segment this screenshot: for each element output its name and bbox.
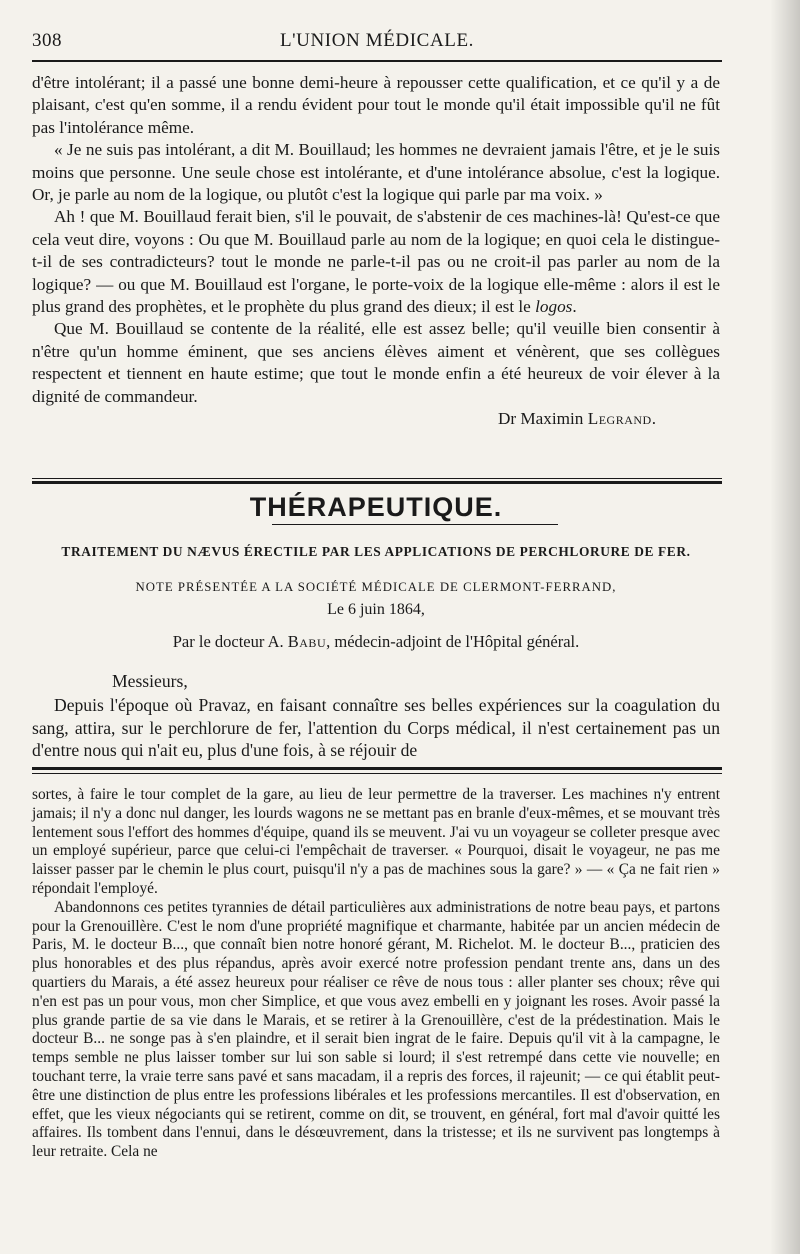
paragraph-text: Ah ! que M. Bouillaud ferait bien, s'il le pouvait, de s'abstenir de ces machines-là! Qu'est-ce que cela veut dire, voyons : Ou que M. Bouillaud parle au nom de la logique; en quoi cela le distingue-t-il de ses contradicteurs? tout le monde ne parle-t-il pas ou ne croit-il pas parler au nom de la logique? — ou que M. Bouillaud est l'organe, le porte-voix de la logique elle-même : alors il est le plus grand des prophètes, et le prophète du plus grand des dieux; il est le (32, 207, 720, 317)
title-underline (272, 524, 558, 525)
paragraph: Ah ! que M. Bouillaud ferait bien, s'il le pouvait, de s'abstenir de ces machines-là! Qu'est-ce que cela veut dire, voyons : Ou que M. Bouillaud parle au nom de la logique; en quoi cela le distingue-t-il de ses contradicteurs? tout le monde ne parle-t-il pas ou ne croit-il pas parler au nom de la logique? — ou que M. Bouillaud est l'organe, le porte-voix de la logique elle-même : alors il est le plus grand des prophètes, et le prophète du plus grand des dieux; il est le logos. (32, 207, 720, 317)
section-divider-thick (32, 481, 722, 484)
paragraph: Que M. Bouillaud se contente de la réalité, elle est assez belle; qu'il veuille bien consentir à n'être qu'un homme éminent, que ses anciens élèves aiment et vénèrent, que ses collègues respectent et tiennent en haute estime; que tout le monde enfin a été heureux de voir élever à la dignité de commandeur. (32, 319, 720, 406)
header-rule (32, 60, 722, 62)
paragraph: sortes, à faire le tour complet de la gare, au lieu de leur permettre de la traverser. Les machines n'y entrent jamais; il n'y a donc nul danger, les lourds wagons ne se mettant pas en branle d'eux-mêmes, et se mouvant très lentement sous l'effort des hommes d'équipe, quand ils se meuvent. J'ai vu un voyageur se colleter presque avec un employé supérieur, parce que celui-ci l'empêchait de traverser. « Pourquoi, disait le voyageur, ne pas me laisser passer par le chemin le plus court, puisqu'il n'y a pas de machines sous la gare? » — « Ça ne fait rien » répondait l'employé. (32, 786, 720, 897)
signature-name: Legrand (587, 409, 652, 429)
article-body (32, 670, 720, 762)
paragraph: Depuis l'époque où Pravaz, en faisant connaître ses belles expériences sur la coagulation du sang, attira, sur le perchlorure de fer, l'attention du Corps médical, il n'est certainement pas un d'entre nous qui n'ait eu, plus d'une fois, à se réjouir de (32, 695, 720, 761)
feuilleton-text (32, 786, 720, 1162)
paragraph: « Je ne suis pas intolérant, a dit M. Bouillaud; les hommes ne devraient jamais l'être, et je le suis moins que personne. Une seule chose est intolérante, et d'une intolérance absolue, c'est la logique. Or, je parle au nom de la logique, ou plutôt c'est la logique qui parle par ma voix. » (32, 140, 720, 205)
signature: Dr Maximin Legrand. (497, 409, 656, 429)
italic-word: logos (535, 297, 573, 317)
editorial-text (32, 72, 720, 431)
paragraph: Abandonnons ces petites tyrannies de détail particulières aux administrations de notre beau pays, et partons pour la Grenouillère. C'est le nom d'une propriété magnifique et charmante, habitée par un ancien médecin de Paris, M. le docteur B..., que connaît bien notre honoré gérant, M. Richelot. M. le docteur B..., praticien des plus honorables et des plus répandus, après avoir exercé notre profession pendant trente ans, dans un des quartiers du Marais, a été assez heureux pour réaliser ce rêve de nous tous : aller planter ses choux; rêve qui n'en est pas un pour vous, mon cher Simplice, et que vous avez embelli en y joignant les roses. Avoir passé la plus grande partie de sa vie dans le Marais, et se retirer à la Grenouillère, c'est de la prédestination. Mais le docteur B... ne songe pas à s'en plaindre, et il serait bien ingrat de le faire. Depuis qu'il vit à la campagne, le temps semble ne plus laisser tomber sur lui son sable si lourd; il s'est retrempé dans cette vie nouvelle; en touchant terre, la vraie terre sans pavé et sans macadam, il a repris des forces, il rajeunit; — ce qui établit peut-être une distinction de plus entre les professions libérales et les professions mercantiles. Il est d'observation, en effet, que les vieux négociants qui se retirent, comme on dit, se trouvent, en général, fort mal d'avoir quitté les affaires. Ils tombent dans l'ennui, dans le désœuvrement, dans la tristesse; et ils ne survivent pas longtemps à leur retraite. Cela ne (32, 898, 720, 1161)
page-number: 308 (32, 30, 62, 51)
journal-title: L'UNION MÉDICALE. (279, 30, 475, 51)
feuilleton-divider-thin (32, 773, 722, 774)
salutation: Messieurs, (112, 671, 188, 691)
section-title: THÉRAPEUTIQUE. (249, 492, 503, 522)
author-suffix: , médecin-adjoint de l'Hôpital général. (326, 632, 580, 651)
section-divider-top (32, 478, 722, 479)
feuilleton-divider-thick (32, 767, 722, 770)
paragraph: d'être intolérant; il a passé une bonne demi-heure à repousser cette qualification, et ce qu'il y a de plaisant, c'est qu'en somme, il a rendu évident pour tout le monde qu'il était impossible qu'il ne fût pas l'intolérance même. (32, 73, 720, 137)
author-name: Babu (287, 632, 327, 651)
author-prefix: Par le docteur A. (172, 632, 284, 651)
page-header (32, 30, 722, 58)
author-line (32, 632, 720, 652)
note-line: NOTE PRÉSENTÉE A LA SOCIÉTÉ MÉDICALE DE CLERMONT-FERRAND, (135, 580, 617, 594)
signature-prefix: Dr Maximin (497, 409, 584, 429)
article-title: TRAITEMENT DU NÆVUS ÉRECTILE PAR LES APPLICATIONS DE PERCHLORURE DE FER. (61, 544, 691, 559)
date-line: Le 6 juin 1864, (327, 601, 425, 618)
